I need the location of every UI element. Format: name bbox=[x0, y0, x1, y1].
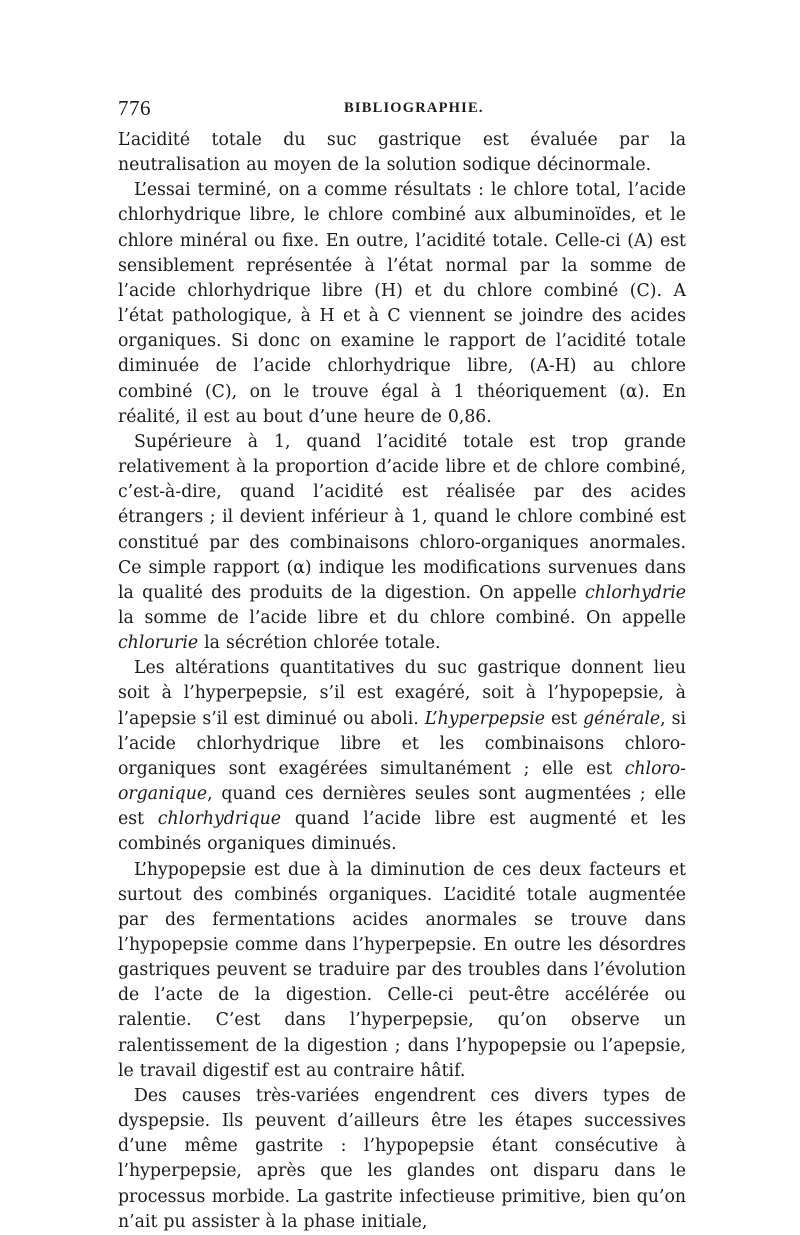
italic-term: générale bbox=[583, 708, 661, 729]
page-header bbox=[118, 96, 692, 124]
page-number: 776 bbox=[118, 96, 151, 120]
italic-term: L’hyperpepsie bbox=[424, 708, 546, 729]
text-run: L’hypopepsie est due à la diminution de ces deux facteurs et surtout des combinés organiques. L’acidité totale augmentée par des fermentations acides anormales se trouve dans l’hypopepsie comme dans l’hyperpepsie. En outre les désordres gastriques peuvent se traduire par des troubles dans l’évolution de l’acte de la digestion. Celle-ci peut-être accélérée ou ralentie. C’est dans l’hyperpepsie, qu’on observe un ralentissement de la digestion ; dans l’hypopepsie ou l’apepsie, le travail digestif est au contraire hâtif. bbox=[118, 859, 686, 1081]
text-run: L’essai terminé, on a comme résultats : le chlore total, l’acide chlorhydrique libre, le chlore combiné aux albuminoïdes, et le chlore minéral ou fixe. En outre, l’acidité totale. Celle-ci (A) est sensiblement représentée à l’état normal par la somme de l’acide chlorhydrique libre (H) et du chlore combiné (C). A l’état pathologique, à H et à C viennent se joindre des acides organiques. Si donc on examine le rapport de l’acidité totale diminuée de l’acide chlorhydrique libre, (A-H) au chlore combiné (C), on le trouve égal à 1 théoriquement (α). En réalité, il est au bout d’une heure de 0,86. bbox=[118, 180, 686, 427]
paragraph bbox=[118, 128, 686, 178]
text-run: , si l’acide chlorhydrique libre et les combinaisons chloro-organiques sont exagérées simultanément ; elle est bbox=[118, 708, 686, 779]
italic-term: chlorhydrique bbox=[157, 809, 282, 830]
paragraph bbox=[118, 858, 686, 1084]
italic-term: chlorhydrie bbox=[585, 582, 686, 603]
text-run: la somme de l’acide libre et du chlore combiné. On appelle bbox=[118, 607, 686, 628]
text-run: Des causes très-variées engendrent ces divers types de dyspepsie. Ils peuvent d’ailleurs être les étapes successives d’une même gastrite : l’hypopepsie étant consécutive à l’hyperpepsie, après que les glandes ont disparu dans le processus morbide. La gastrite infectieuse primitive, bien qu’on n’ait pu assister à la phase initiale, bbox=[118, 1085, 686, 1232]
text-run: , quand ces dernières seules sont augmentées ; elle est bbox=[118, 784, 686, 830]
text-run: Les altérations quantitatives du suc gastrique donnent lieu soit à l’hyperpepsie, s’il est exagéré, soit à l’hypopepsie, à l’apepsie s’il est diminué ou aboli. bbox=[118, 658, 686, 729]
text-run: est bbox=[545, 708, 584, 729]
paragraph bbox=[118, 656, 686, 857]
body-text bbox=[118, 128, 686, 1235]
paragraph bbox=[118, 1084, 686, 1235]
text-run: quand l’acide libre est augmenté et les combinés organiques diminués. bbox=[118, 809, 686, 855]
italic-term: chlorurie bbox=[118, 633, 199, 654]
text-run: Supérieure à 1, quand l’acidité totale est trop grande relativement à la proportion d’acide libre et de chlore combiné, c’est-à-dire, quand l’acidité est réalisée par des acides étrangers ; il devient inférieur à 1, quand le chlore combiné est constitué par des combinaisons chloro-organiques anormales. Ce simple rapport (α) indique les modifications survenues dans la qualité des produits de la digestion. On appelle bbox=[118, 431, 686, 603]
text-run: la sécrétion chlorée totale. bbox=[198, 633, 441, 654]
running-head: BIBLIOGRAPHIE. bbox=[344, 100, 484, 116]
paragraph bbox=[118, 430, 686, 656]
paragraph bbox=[118, 178, 686, 430]
italic-term: chloro-organique bbox=[118, 758, 686, 805]
text-run: L’acidité totale du suc gastrique est évaluée par la neutralisation au moyen de la solution sodique décinormale. bbox=[118, 130, 686, 176]
